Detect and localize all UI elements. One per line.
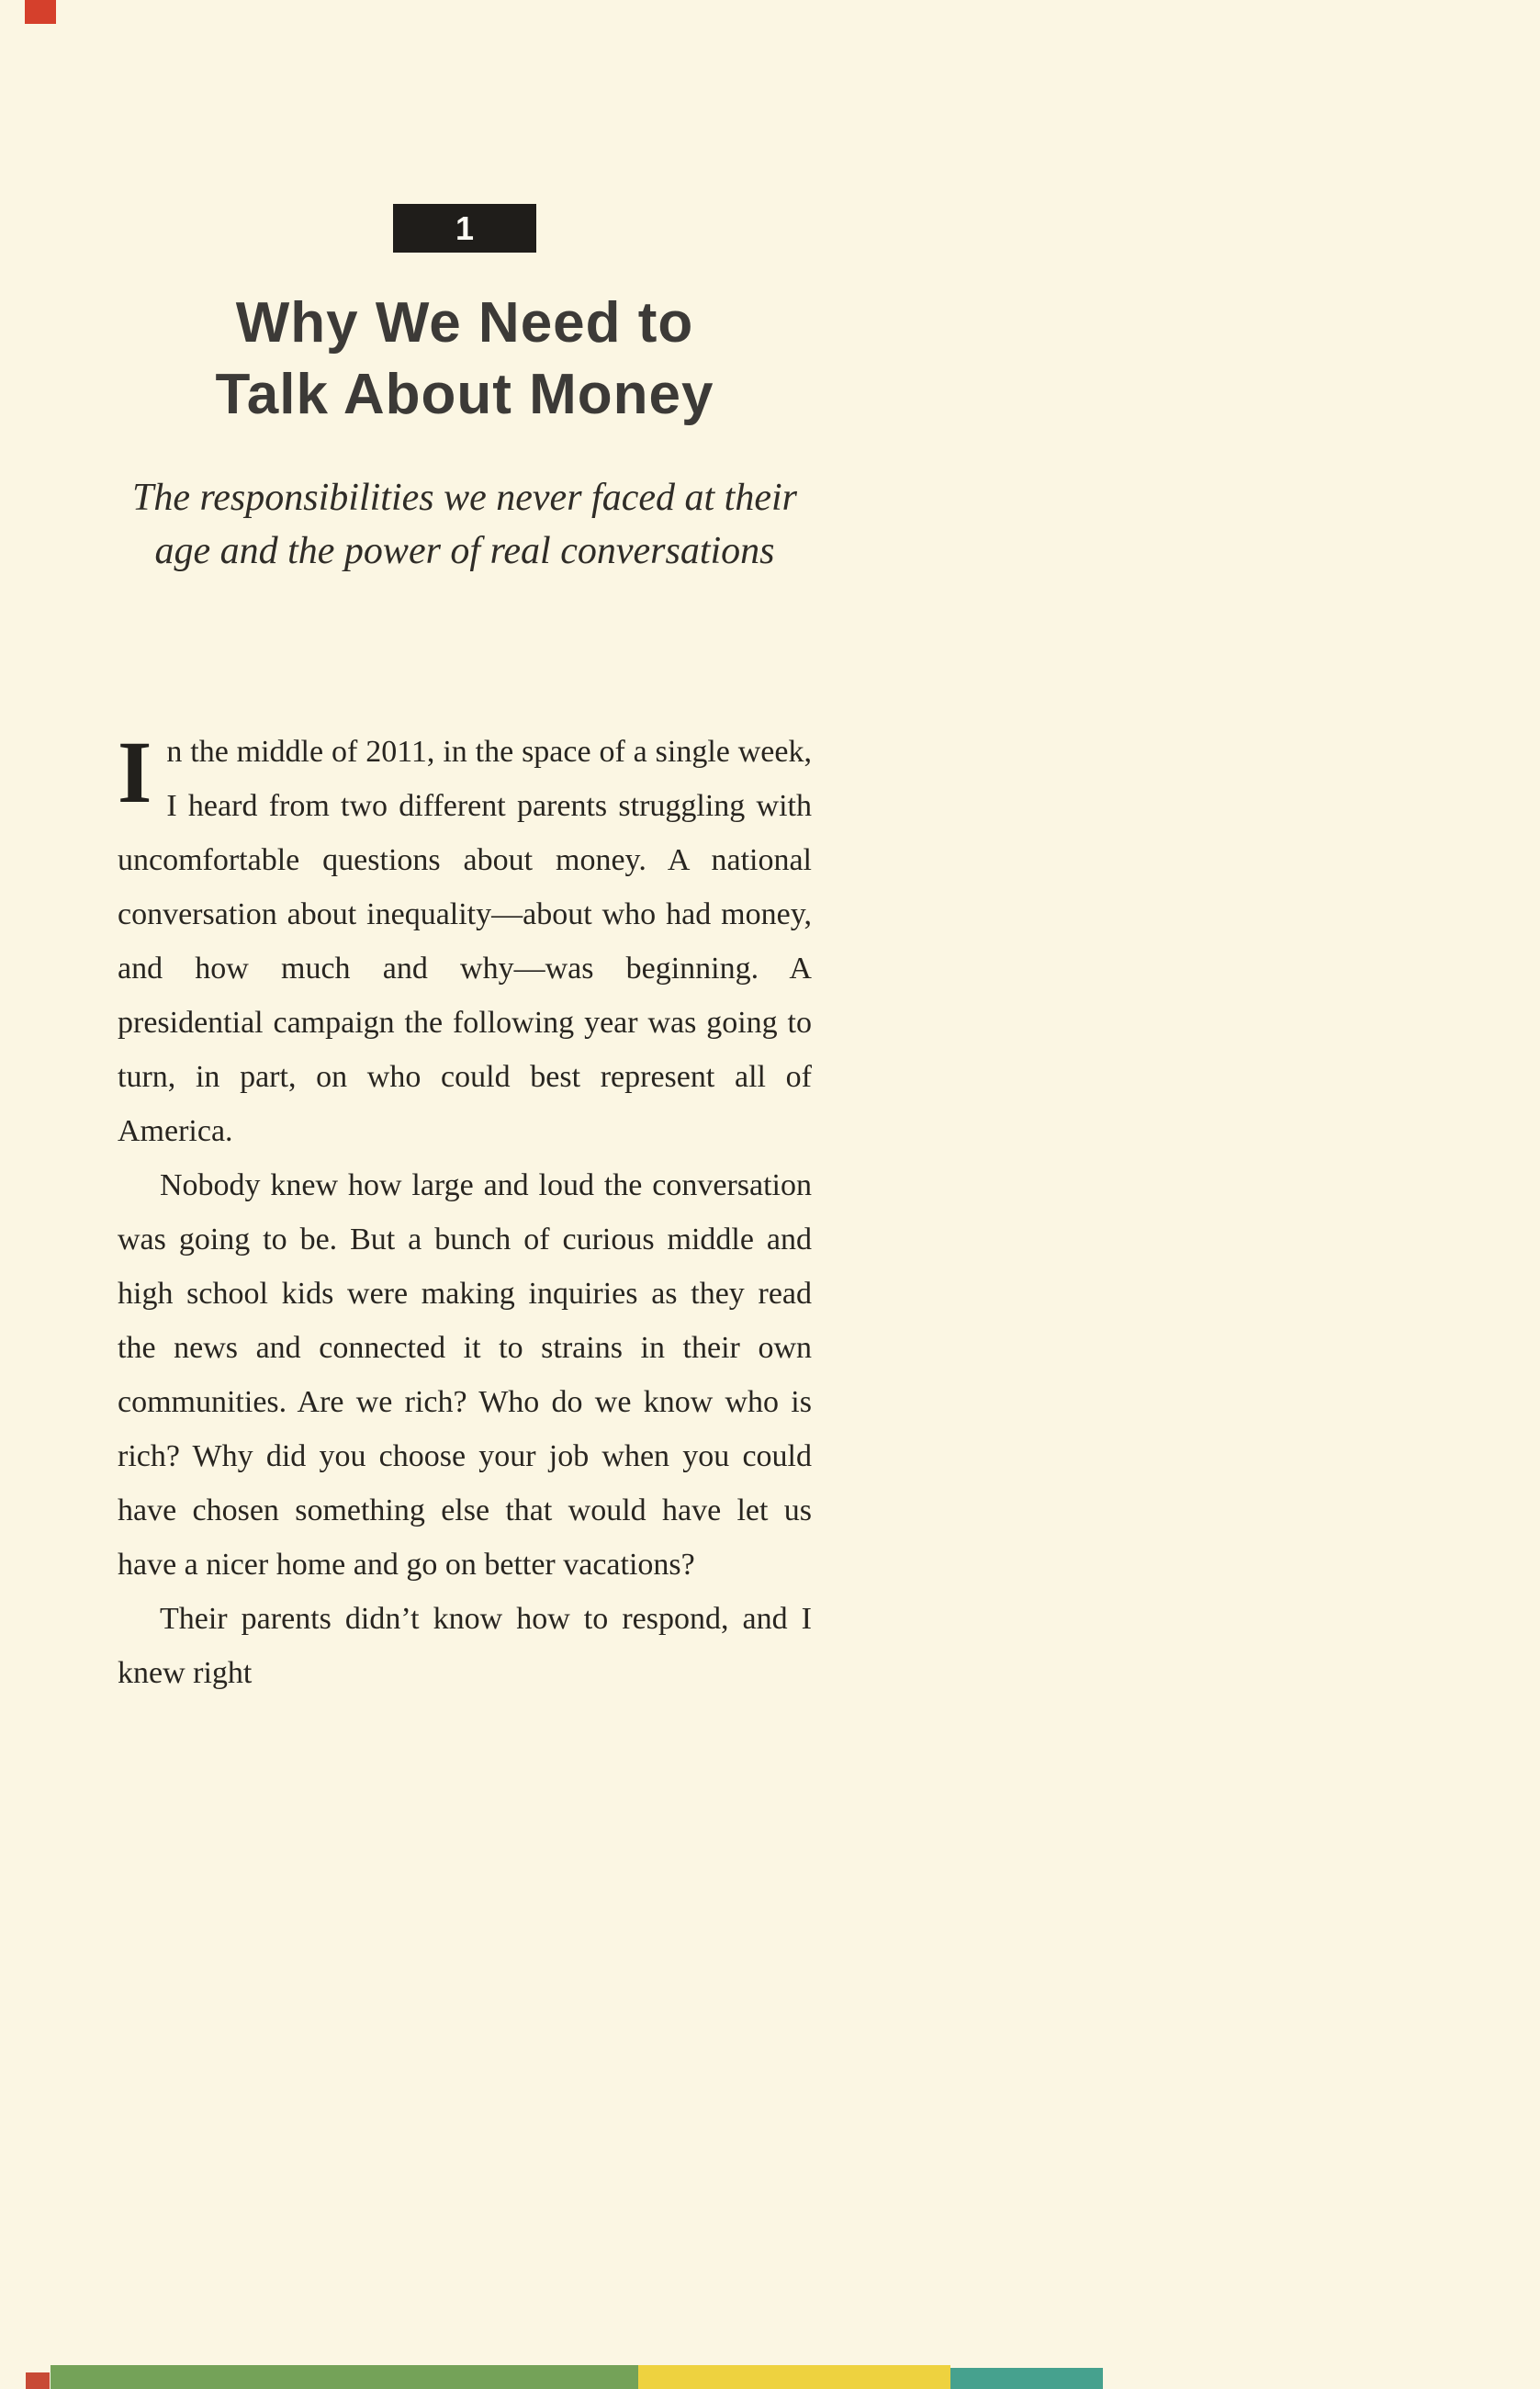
paragraph-1 xyxy=(118,725,812,1158)
bottom-edge-strip-teal xyxy=(950,2368,1103,2389)
drop-cap: I xyxy=(118,723,152,821)
bottom-edge-strip-yellow xyxy=(638,2365,950,2389)
chapter-title xyxy=(118,287,812,431)
chapter-title-line-1: Why We Need to xyxy=(235,291,694,355)
paragraph-2: Nobody knew how large and loud the conversation was going to be. But a bunch of curious middle and high school kids were making inquiries as they read the news and connected it to strains in their own communities. Are we rich? Who do we know who is rich? Why did you choose your job when you could have chosen something else that would have let us have a nicer home and go on better vacations? xyxy=(118,1168,812,1582)
paragraph-1-text: n the middle of 2011, in the space of a single week, I heard from two different parents struggling with uncomfortable questions about money. A national conversation about inequality—about who had money, and how much and why—was beginning. A presidential campaign the following year was going to turn, in part, on who could best represent all of America. xyxy=(118,735,812,1148)
body-text xyxy=(118,725,812,1700)
paragraph-3: Their parents didn’t know how to respond, and I knew right xyxy=(118,1602,812,1690)
bottom-edge-strip-green xyxy=(51,2365,638,2389)
chapter-subtitle-line-1: The responsibilities we never faced at their xyxy=(132,477,797,519)
chapter-number-badge xyxy=(393,204,536,253)
chapter-number: 1 xyxy=(455,208,475,247)
chapter-subtitle-line-2: age and the power of real conversations xyxy=(154,530,775,572)
chapter-subtitle xyxy=(118,471,812,578)
bottom-edge-strip-red xyxy=(26,2372,50,2389)
scan-corner-mark xyxy=(25,0,56,24)
page-content xyxy=(118,0,812,1700)
chapter-title-line-2: Talk About Money xyxy=(215,363,714,426)
